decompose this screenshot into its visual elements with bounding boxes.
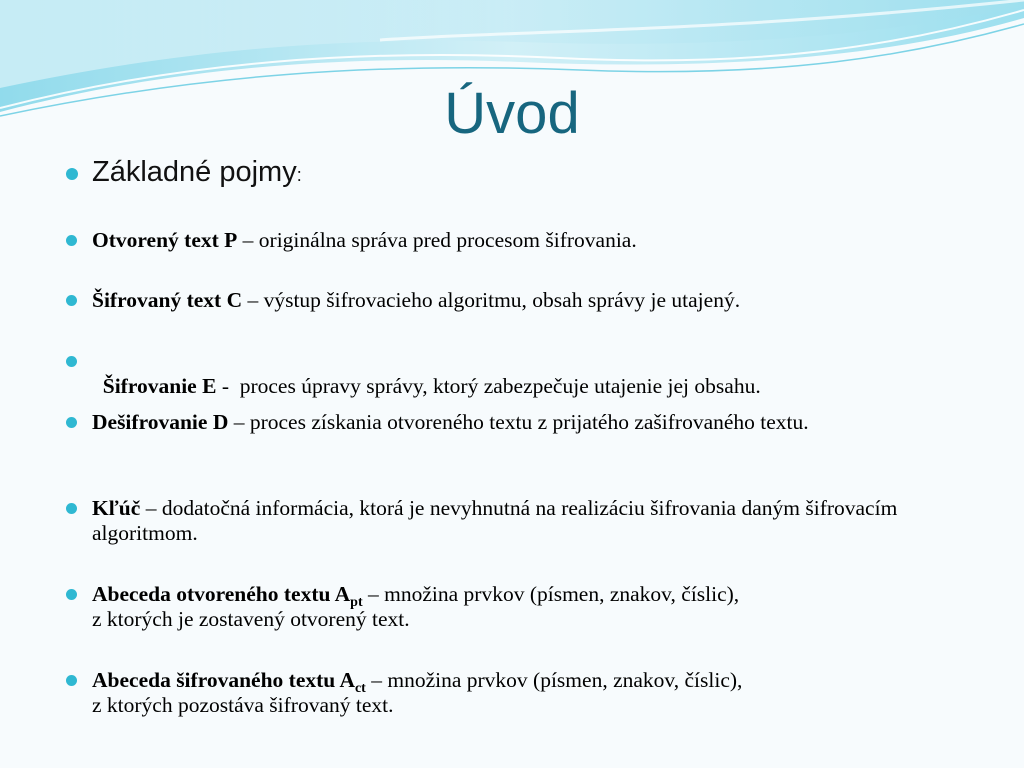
definition: – dodatočná informácia, ktorá je nevyhnutná na realizáciu šifrovania daným šifrovacím algoritmom. <box>92 496 898 545</box>
list-item <box>92 288 972 313</box>
list-item <box>92 668 972 718</box>
list-item <box>92 349 972 399</box>
term-subscript: pt <box>350 595 363 610</box>
item-line-1 <box>92 582 972 610</box>
slide-title: Úvod <box>444 81 580 146</box>
definition: – množina prvkov (písmen, znakov, číslic), <box>365 668 743 692</box>
definition: – proces získania otvoreného textu z prijatého zašifrovaného textu. <box>228 410 809 434</box>
list-item <box>92 496 932 546</box>
bullet-dot-icon <box>66 675 77 686</box>
heading-text: Základné pojmy <box>92 156 297 188</box>
definition: – množina prvkov (písmen, znakov, číslic), <box>362 582 740 606</box>
bullet-dot-icon <box>66 503 77 514</box>
bullet-dot-icon <box>66 168 78 180</box>
term: Otvorený text P <box>92 228 238 252</box>
list-item <box>92 410 962 435</box>
bullet-dot-icon <box>66 417 77 428</box>
item-line-2: z ktorých pozostáva šifrovaný text. <box>92 693 394 717</box>
term: Abeceda šifrovaného textu A <box>92 668 355 692</box>
term: Kľúč <box>92 496 141 520</box>
term: Šifrovaný text C <box>92 288 243 312</box>
list-item <box>92 228 972 253</box>
term: Šifrovanie E <box>102 374 217 398</box>
heading-colon: : <box>296 165 302 185</box>
bullet-dot-icon <box>66 235 77 246</box>
definition: – originálna správa pred procesom šifrovania. <box>237 228 637 252</box>
list-item <box>92 582 972 632</box>
definition: – výstup šifrovacieho algoritmu, obsah správy je utajený. <box>242 288 741 312</box>
bullet-dot-icon <box>66 589 77 600</box>
term: Dešifrovanie D <box>92 410 229 434</box>
term-subscript: ct <box>354 681 366 696</box>
bullet-dot-icon <box>66 295 77 306</box>
term: Abeceda otvoreného textu A <box>92 582 351 606</box>
bullet-dot-icon <box>66 356 77 367</box>
item-line-1 <box>92 668 972 696</box>
item-line-2: z ktorých je zostavený otvorený text. <box>92 607 410 631</box>
definition: - proces úpravy správy, ktorý zabezpečuje utajenie jej obsahu. <box>216 374 761 398</box>
slide-heading <box>92 152 302 195</box>
